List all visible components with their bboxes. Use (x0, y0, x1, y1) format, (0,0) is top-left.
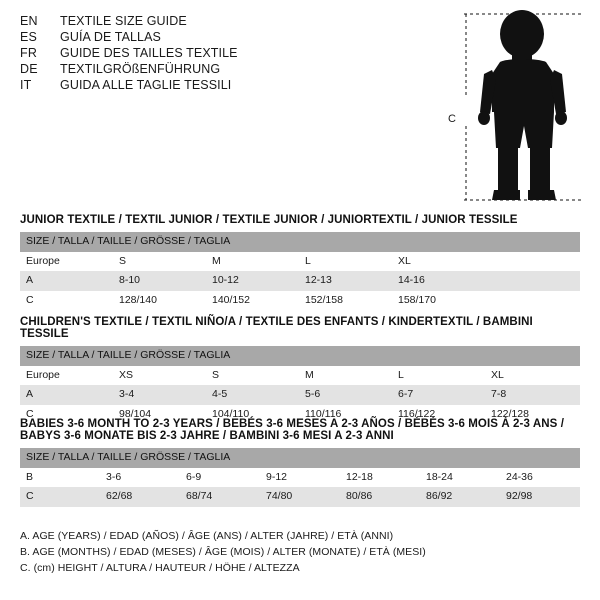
cell: 158/170 (392, 291, 485, 311)
table-row (20, 385, 580, 405)
language-header (20, 14, 440, 94)
size-table-junior (20, 232, 580, 310)
row-label: Europe (20, 366, 113, 386)
header-row-en (20, 14, 440, 28)
section-babies-textile (20, 418, 580, 507)
table-header-row (20, 448, 580, 468)
cell: S (113, 252, 206, 272)
row-label: C (20, 291, 113, 311)
cell: 3-4 (113, 385, 206, 405)
cell: 12-13 (299, 271, 392, 291)
lang-code-it: IT (20, 78, 32, 92)
lang-code-fr: FR (20, 46, 38, 60)
cell: 24-36 (500, 468, 580, 488)
cell: M (206, 252, 299, 272)
lang-code-de: DE (20, 62, 38, 76)
header-row-de (20, 62, 440, 76)
table-row (20, 271, 580, 291)
row-label: A (20, 385, 113, 405)
cell: 8-10 (113, 271, 206, 291)
cell: 12-18 (340, 468, 420, 488)
cell: 128/140 (113, 291, 206, 311)
cell: 7-8 (485, 385, 580, 405)
cell: 92/98 (500, 487, 580, 507)
cell: 98/104 (113, 405, 206, 425)
lang-title-en: TEXTILE SIZE GUIDE (60, 14, 187, 28)
cell: 9-12 (260, 468, 340, 488)
cell: 4-5 (206, 385, 299, 405)
header-row-fr (20, 46, 440, 60)
cell: 116/122 (392, 405, 485, 425)
lang-title-de: TEXTILGRÖßENFÜHRUNG (60, 62, 221, 76)
cell: L (392, 366, 485, 386)
cell-empty (485, 291, 580, 311)
cell: 14-16 (392, 271, 485, 291)
cell: 3-6 (100, 468, 180, 488)
table-header-row (20, 346, 580, 366)
cell: 18-24 (420, 468, 500, 488)
table-row (20, 291, 580, 311)
height-marker-label: C (448, 113, 456, 125)
section-junior-textile (20, 214, 580, 310)
table-row (20, 487, 580, 507)
figure-illustration (448, 8, 588, 204)
child-silhouette-icon (462, 8, 588, 204)
cell-empty (485, 271, 580, 291)
table-header-label: SIZE / TALLA / TAILLE / GRÖSSE / TAGLIA (20, 448, 580, 468)
cell: M (299, 366, 392, 386)
cell: 5-6 (299, 385, 392, 405)
footnote-a: A. AGE (YEARS) / EDAD (AÑOS) / ÂGE (ANS) / ALTER (JAHRE) / ETÀ (ANNI) (20, 530, 394, 542)
table-row (20, 252, 580, 272)
cell: 140/152 (206, 291, 299, 311)
header-row-it (20, 78, 440, 92)
cell: XS (113, 366, 206, 386)
lang-title-es: GUÍA DE TALLAS (60, 30, 161, 44)
row-label: Europe (20, 252, 113, 272)
cell: 6-9 (180, 468, 260, 488)
table-header-label: SIZE / TALLA / TAILLE / GRÖSSE / TAGLIA (20, 232, 580, 252)
cell: S (206, 366, 299, 386)
lang-code-es: ES (20, 30, 38, 44)
cell: 6-7 (392, 385, 485, 405)
section-title-junior: JUNIOR TEXTILE / TEXTIL JUNIOR / TEXTILE JUNIOR / JUNIORTEXTIL / JUNIOR TESSILE (20, 214, 518, 226)
size-table-children (20, 346, 580, 424)
table-header-row (20, 232, 580, 252)
cell: 74/80 (260, 487, 340, 507)
lang-title-fr: GUIDE DES TAILLES TEXTILE (60, 46, 238, 60)
cell: 10-12 (206, 271, 299, 291)
header-row-es (20, 30, 440, 44)
cell: 80/86 (340, 487, 420, 507)
cell: 62/68 (100, 487, 180, 507)
row-label: A (20, 271, 113, 291)
table-row (20, 468, 580, 488)
cell: L (299, 252, 392, 272)
cell: XL (485, 366, 580, 386)
cell: 104/110 (206, 405, 299, 425)
table-header-label: SIZE / TALLA / TAILLE / GRÖSSE / TAGLIA (20, 346, 580, 366)
cell: 152/158 (299, 291, 392, 311)
lang-title-it: GUIDA ALLE TAGLIE TESSILI (60, 78, 232, 92)
section-title-babies: BABIES 3-6 MONTH TO 2-3 YEARS / BEBÉS 3-6 MESES A 2-3 AÑOS / BÉBÉS 3-6 MOIS À 2-3 ANS / BABYS 3-6 MONATE BIS 2-3 JAHRE / BAMBINI 3-6 MESI A 2-3 ANNI (20, 418, 564, 442)
section-title-children: CHILDREN'S TEXTILE / TEXTIL NIÑO/A / TEXTILE DES ENFANTS / KINDERTEXTIL / BAMBINI TESSILE (20, 316, 533, 340)
table-row (20, 366, 580, 386)
footnote-b: B. AGE (MONTHS) / EDAD (MESES) / ÂGE (MOIS) / ALTER (MONATE) / ETÀ (MESI) (20, 546, 426, 558)
footnotes (20, 530, 580, 578)
row-label: B (20, 468, 100, 488)
cell: XL (392, 252, 485, 272)
section-children-textile (20, 316, 580, 424)
cell: 110/116 (299, 405, 392, 425)
cell: 122/128 (485, 405, 580, 425)
row-label: C (20, 405, 113, 425)
size-table-babies (20, 448, 580, 507)
cell-empty (485, 252, 580, 272)
row-label: C (20, 487, 100, 507)
cell: 86/92 (420, 487, 500, 507)
lang-code-en: EN (20, 14, 38, 28)
footnote-c: C. (cm) HEIGHT / ALTURA / HAUTEUR / HÖHE / ALTEZZA (20, 562, 300, 574)
cell: 68/74 (180, 487, 260, 507)
